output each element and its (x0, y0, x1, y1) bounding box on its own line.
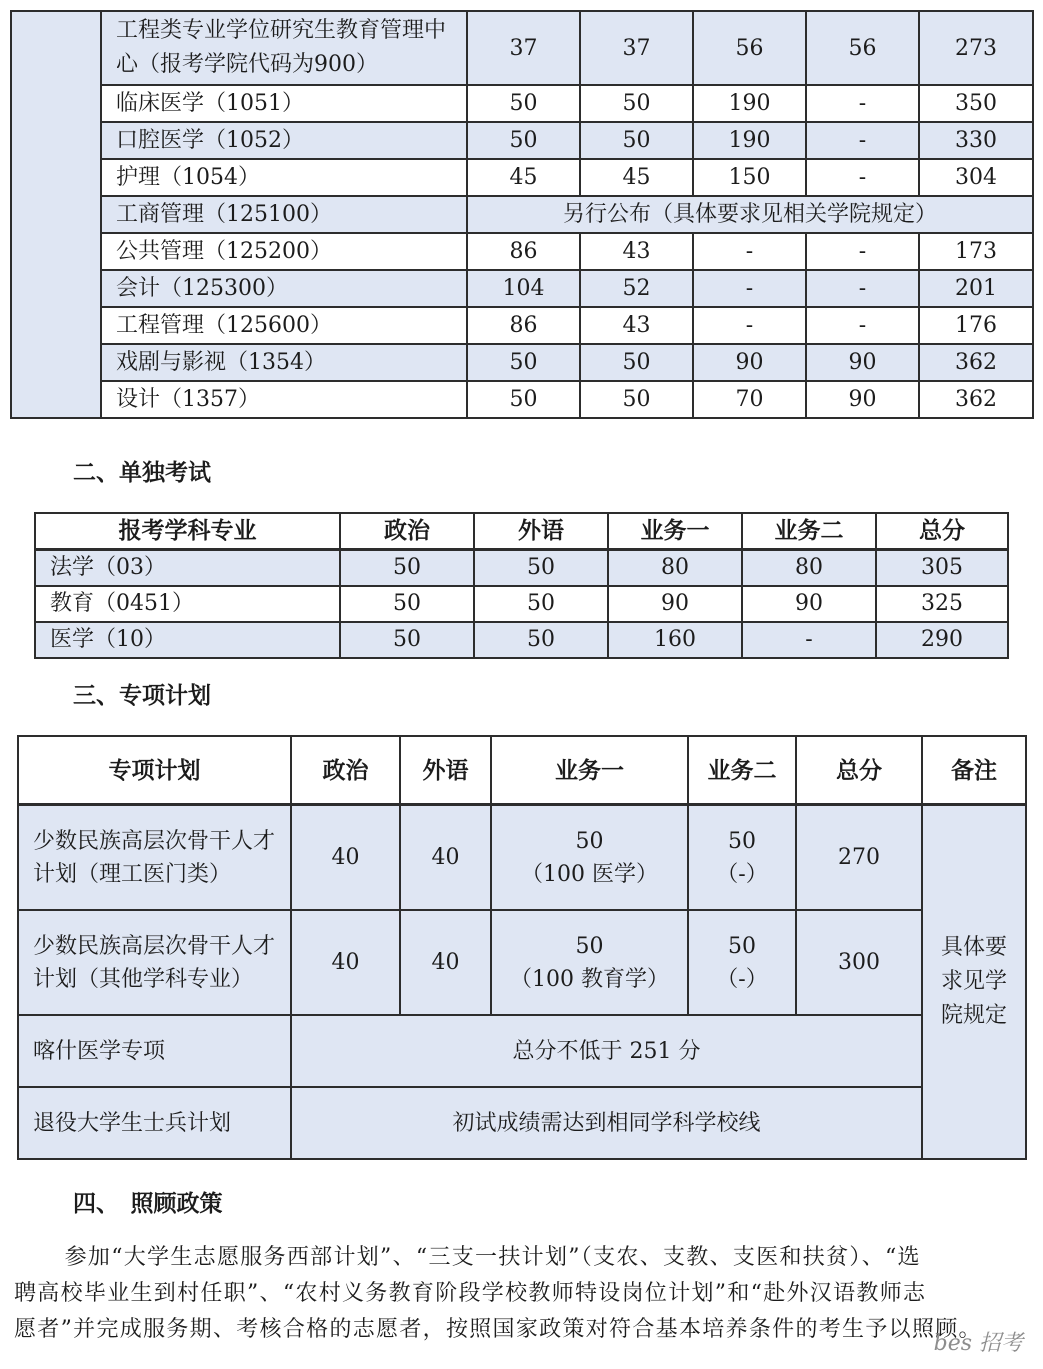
column-header: 政治 (291, 736, 400, 805)
column-header: 业务二 (688, 736, 796, 805)
major-name-cell: 公共管理（125200） (101, 233, 467, 270)
major-name-cell: 口腔医学（1052） (101, 122, 467, 159)
major-name-cell: 护理（1054） (101, 159, 467, 196)
score-cell: 86 (467, 233, 580, 270)
score-cell: 350 (919, 85, 1033, 122)
table-continued-scores (10, 10, 1034, 419)
score-cell: - (742, 622, 876, 658)
score-cell: 70 (693, 381, 806, 418)
column-header: 报考学科专业 (35, 513, 340, 550)
score-cell: - (806, 122, 919, 159)
table-row (11, 381, 1033, 418)
table-row (11, 270, 1033, 307)
paragraph-line-1: 参加“大学生志愿服务西部计划”、“三支一扶计划”（支农、支教、支医和扶贫）、“选 (18, 1245, 921, 1270)
score-cell: - (806, 233, 919, 270)
header-row (18, 736, 1026, 805)
score-alternate: （-） (716, 861, 768, 887)
score-cell: 50 (580, 381, 693, 418)
score-cell: 90 (806, 381, 919, 418)
score-cell (491, 910, 688, 1015)
plan-name-cell: 少数民族高层次骨干人才计划（理工医门类） (18, 805, 291, 911)
score-cell: 104 (467, 270, 580, 307)
score-cell: 362 (919, 381, 1033, 418)
score-cell: 201 (919, 270, 1033, 307)
header-row (35, 513, 1008, 550)
table-row (18, 910, 1026, 1015)
merged-note-cell: 另行公布（具体要求见相关学院规定） (467, 196, 1033, 233)
score-cell: 90 (693, 344, 806, 381)
remark-cell: 具体要求见学院规定 (922, 805, 1026, 1160)
score-cell: 50 (340, 622, 474, 658)
column-header: 外语 (474, 513, 608, 550)
score-cell: - (806, 85, 919, 122)
watermark: bes 招考 (933, 1331, 1023, 1356)
table-row (18, 1015, 1026, 1087)
score-cell: 56 (806, 11, 919, 85)
major-name-cell: 临床医学（1051） (101, 85, 467, 122)
merged-requirement-cell: 初试成绩需达到相同学科学校线 (291, 1087, 922, 1159)
table-special-plans (17, 735, 1027, 1160)
table-row (11, 233, 1033, 270)
score-cell: 40 (400, 910, 491, 1015)
score-cell: 80 (608, 550, 742, 587)
score-primary: 50 (575, 933, 604, 959)
table-row (11, 159, 1033, 196)
score-cell: 50 (580, 122, 693, 159)
column-header: 总分 (876, 513, 1008, 550)
score-cell: 37 (467, 11, 580, 85)
major-name-cell: 戏剧与影视（1354） (101, 344, 467, 381)
score-alternate: （100 医学） (521, 861, 658, 887)
score-cell: 45 (580, 159, 693, 196)
score-primary: 50 (728, 828, 756, 854)
major-name-cell: 法学（03） (35, 550, 340, 587)
score-cell: 50 (474, 622, 608, 658)
column-header: 业务二 (742, 513, 876, 550)
column-header: 总分 (796, 736, 922, 805)
score-cell: - (693, 233, 806, 270)
score-cell: 90 (608, 586, 742, 622)
score-cell: 50 (467, 122, 580, 159)
score-cell: 56 (693, 11, 806, 85)
score-cell: 273 (919, 11, 1033, 85)
score-cell: 190 (693, 85, 806, 122)
score-cell: 190 (693, 122, 806, 159)
score-alternate: （100 教育学） (510, 966, 669, 992)
score-cell: 52 (580, 270, 693, 307)
score-cell (491, 805, 688, 911)
score-cell: 43 (580, 307, 693, 344)
score-cell: 50 (467, 381, 580, 418)
score-cell: 50 (474, 586, 608, 622)
score-cell: 40 (400, 805, 491, 911)
score-cell: 270 (796, 805, 922, 911)
table-row (11, 85, 1033, 122)
score-cell: 325 (876, 586, 1008, 622)
plan-name-cell: 退役大学生士兵计划 (18, 1087, 291, 1159)
score-cell: 50 (467, 344, 580, 381)
score-cell: 50 (580, 344, 693, 381)
paragraph-line-2: 聘高校毕业生到村任职”、“农村义务教育阶段学校教师特设岗位计划”和“赴外汉语教师志 (14, 1281, 927, 1306)
score-cell: 90 (806, 344, 919, 381)
table-row (35, 586, 1008, 622)
table-row (11, 344, 1033, 381)
column-header: 专项计划 (18, 736, 291, 805)
score-cell: 80 (742, 550, 876, 587)
section-title-separate-exam: 二、单独考试 (73, 459, 211, 486)
score-cell: 86 (467, 307, 580, 344)
major-name-cell: 教育（0451） (35, 586, 340, 622)
major-name-cell: 工程类专业学位研究生教育管理中心（报考学院代码为900） (101, 11, 467, 85)
column-header: 备注 (922, 736, 1026, 805)
column-header: 外语 (400, 736, 491, 805)
score-cell: - (806, 307, 919, 344)
score-cell: 173 (919, 233, 1033, 270)
table-row (11, 122, 1033, 159)
score-cell: - (806, 270, 919, 307)
score-cell: 300 (796, 910, 922, 1015)
score-cell: 40 (291, 910, 400, 1015)
score-cell: 150 (693, 159, 806, 196)
score-cell: 160 (608, 622, 742, 658)
score-cell: 304 (919, 159, 1033, 196)
column-header: 业务一 (608, 513, 742, 550)
score-cell (688, 910, 796, 1015)
section-title-special-plans: 三、专项计划 (73, 682, 211, 709)
score-primary: 50 (728, 933, 756, 959)
score-cell: 43 (580, 233, 693, 270)
column-header: 政治 (340, 513, 474, 550)
score-cell: 330 (919, 122, 1033, 159)
table-row (11, 196, 1033, 233)
plan-name-cell: 少数民族高层次骨干人才计划（其他学科专业） (18, 910, 291, 1015)
policy-paragraph (0, 1240, 1043, 1347)
table-row (18, 805, 1026, 911)
score-cell: 50 (340, 550, 474, 587)
paragraph-line-3: 愿者”并完成服务期、考核合格的志愿者，按照国家政策对符合基本培养条件的考生予以照顾。 (14, 1317, 982, 1342)
score-cell: 305 (876, 550, 1008, 587)
score-cell: 176 (919, 307, 1033, 344)
score-cell: - (693, 270, 806, 307)
category-cell (11, 11, 101, 418)
major-name-cell: 工程管理（125600） (101, 307, 467, 344)
score-primary: 50 (575, 828, 604, 854)
score-cell: 37 (580, 11, 693, 85)
score-cell: 50 (580, 85, 693, 122)
major-name-cell: 设计（1357） (101, 381, 467, 418)
table-row (35, 550, 1008, 587)
score-cell: 40 (291, 805, 400, 911)
merged-requirement-cell: 总分不低于 251 分 (291, 1015, 922, 1087)
section-title-care-policy: 四、 照顾政策 (73, 1190, 223, 1217)
score-cell: - (806, 159, 919, 196)
score-cell: 45 (467, 159, 580, 196)
table-row (11, 11, 1033, 85)
table-row (35, 622, 1008, 658)
table-row (18, 1087, 1026, 1159)
score-cell: 362 (919, 344, 1033, 381)
table-row (11, 307, 1033, 344)
table-separate-exam (34, 512, 1009, 659)
score-cell: 90 (742, 586, 876, 622)
score-alternate: （-） (716, 966, 768, 992)
score-cell: 50 (474, 550, 608, 587)
score-cell: 290 (876, 622, 1008, 658)
major-name-cell: 会计（125300） (101, 270, 467, 307)
score-cell (688, 805, 796, 911)
score-cell: 50 (467, 85, 580, 122)
plan-name-cell: 喀什医学专项 (18, 1015, 291, 1087)
column-header: 业务一 (491, 736, 688, 805)
score-cell: 50 (340, 586, 474, 622)
major-name-cell: 工商管理（125100） (101, 196, 467, 233)
score-cell: - (693, 307, 806, 344)
major-name-cell: 医学（10） (35, 622, 340, 658)
